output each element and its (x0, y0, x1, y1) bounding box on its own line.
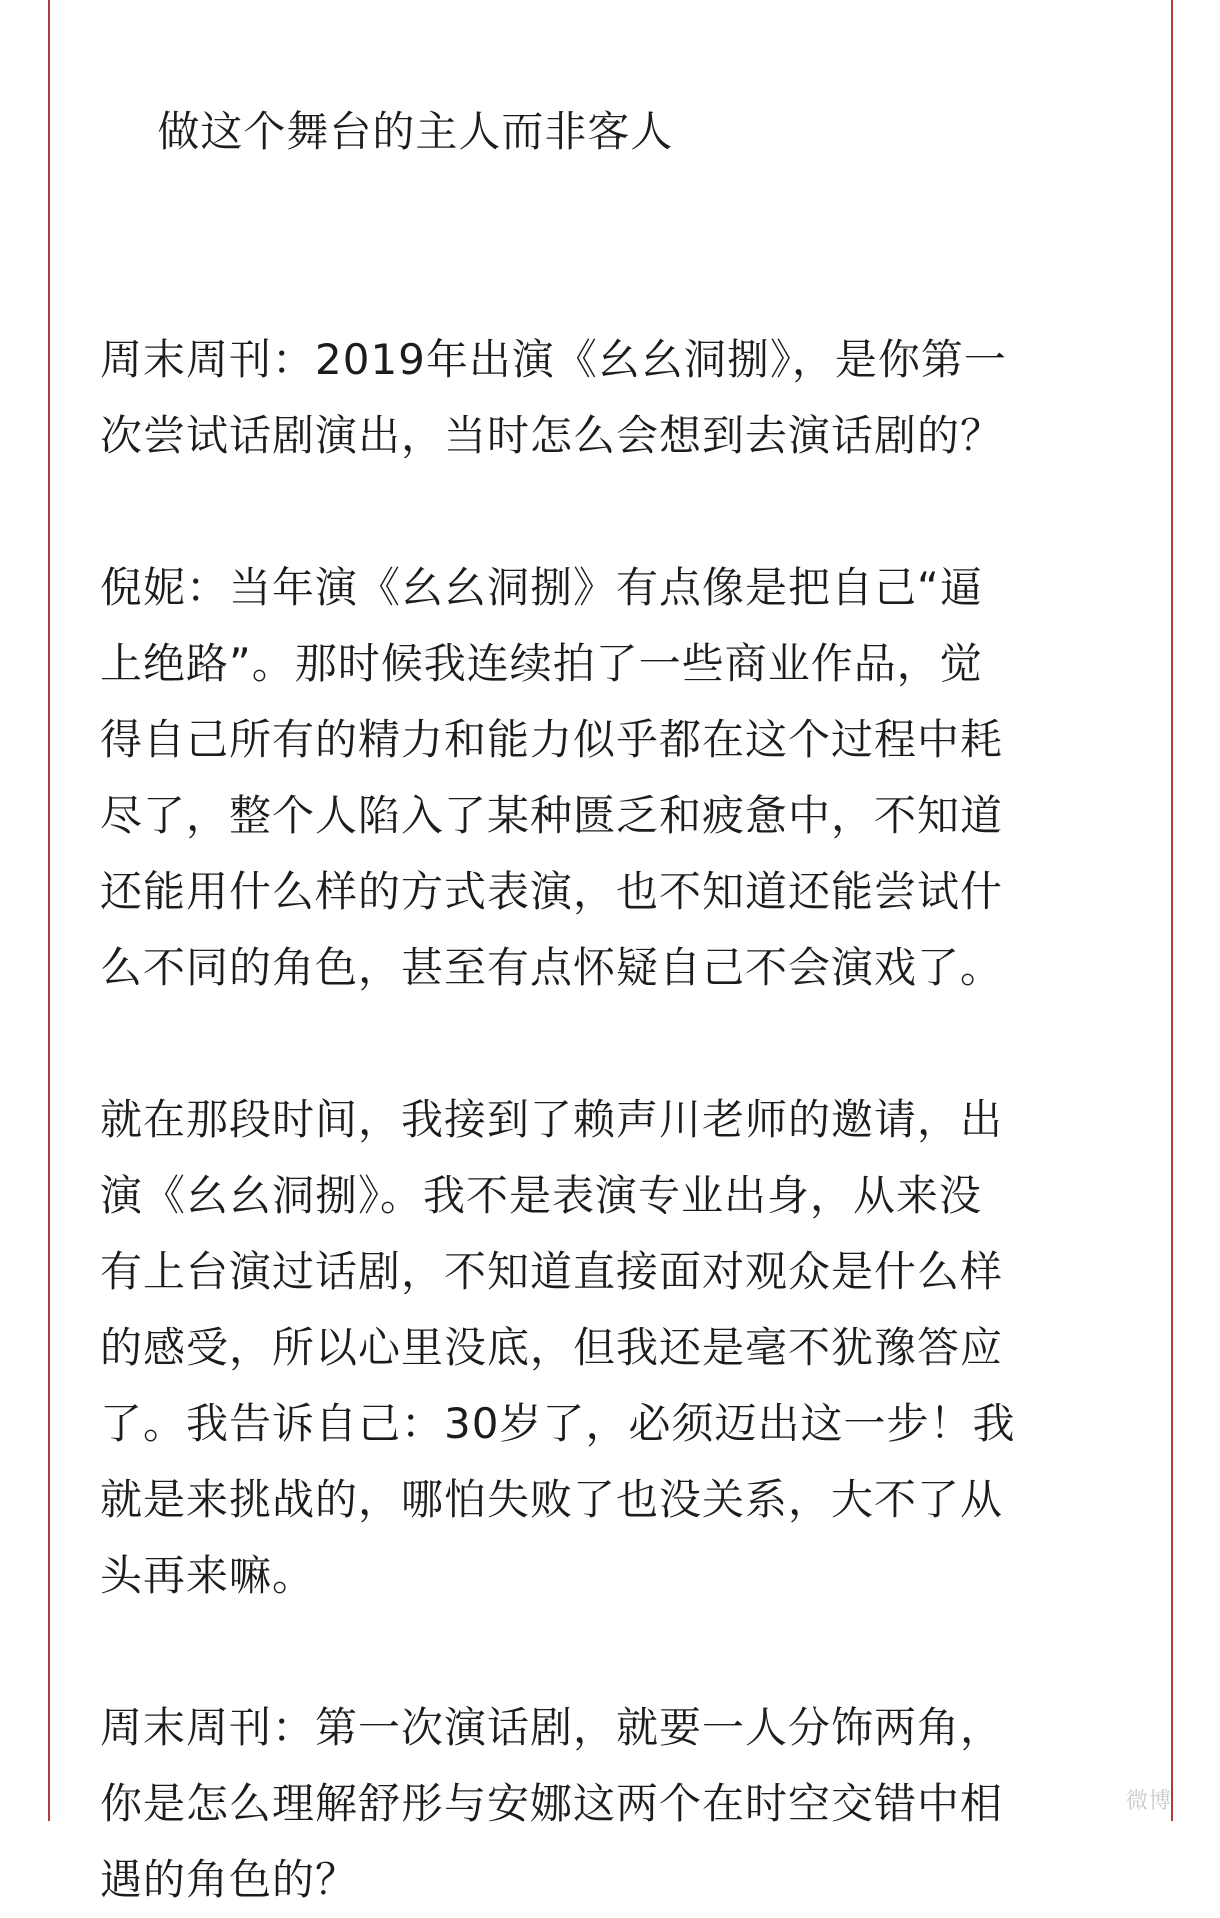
text-line: 倪妮：当年演《幺幺洞捌》有点像是把自己“逼 (100, 563, 983, 612)
text-line: 就是来挑战的，哪怕失败了也没关系，大不了从 (100, 1475, 1004, 1524)
text-line: 有上台演过话剧，不知道直接面对观众是什么样 (100, 1247, 1004, 1296)
text-line: 就在那段时间，我接到了赖声川老师的邀请，出 (100, 1095, 1004, 1144)
text-line: 上绝路”。那时候我连续拍了一些商业作品，觉 (100, 639, 983, 688)
watermark: 微博 (1125, 1789, 1172, 1814)
text-line: 了。我告诉自己：30岁了，必须迈出这一步！我 (100, 1399, 1016, 1448)
text-line: 的感受，所以心里没底，但我还是毫不犹豫答应 (100, 1323, 1004, 1372)
text-line: 尽了，整个人陷入了某种匮乏和疲惫中，不知道 (100, 791, 1004, 840)
section-heading (100, 18, 1110, 246)
question-paragraph-1 (100, 322, 1110, 474)
text-line: 么不同的角色，甚至有点怀疑自己不会演戏了。 (100, 943, 1004, 992)
text-line: 做这个舞台的主人而非客人 (157, 107, 674, 156)
text-line: 你是怎么理解舒彤与安娜这两个在时空交错中相 (100, 1779, 1004, 1828)
text-line: 头再来嘛。 (100, 1551, 316, 1600)
text-line: 演《幺幺洞捌》。我不是表演专业出身，从来没 (100, 1171, 983, 1220)
text-line: 得自己所有的精力和能力似乎都在这个过程中耗 (100, 715, 1004, 764)
right-border-line (1171, 0, 1173, 1821)
question-paragraph-2 (100, 1690, 1110, 1918)
answer-paragraph-1 (100, 550, 1110, 1006)
text-line: 遇的角色的？ (100, 1855, 359, 1904)
left-border-line (48, 0, 50, 1821)
article-body (100, 18, 1110, 1918)
text-line: 周末周刊：2019年出演《幺幺洞捌》，是你第一 (100, 335, 1007, 384)
text-line: 还能用什么样的方式表演，也不知道还能尝试什 (100, 867, 1004, 916)
text-line: 周末周刊：第一次演话剧，就要一人分饰两角， (100, 1703, 1004, 1752)
text-line: 次尝试话剧演出，当时怎么会想到去演话剧的？ (100, 411, 1004, 460)
answer-paragraph-2 (100, 1082, 1110, 1614)
